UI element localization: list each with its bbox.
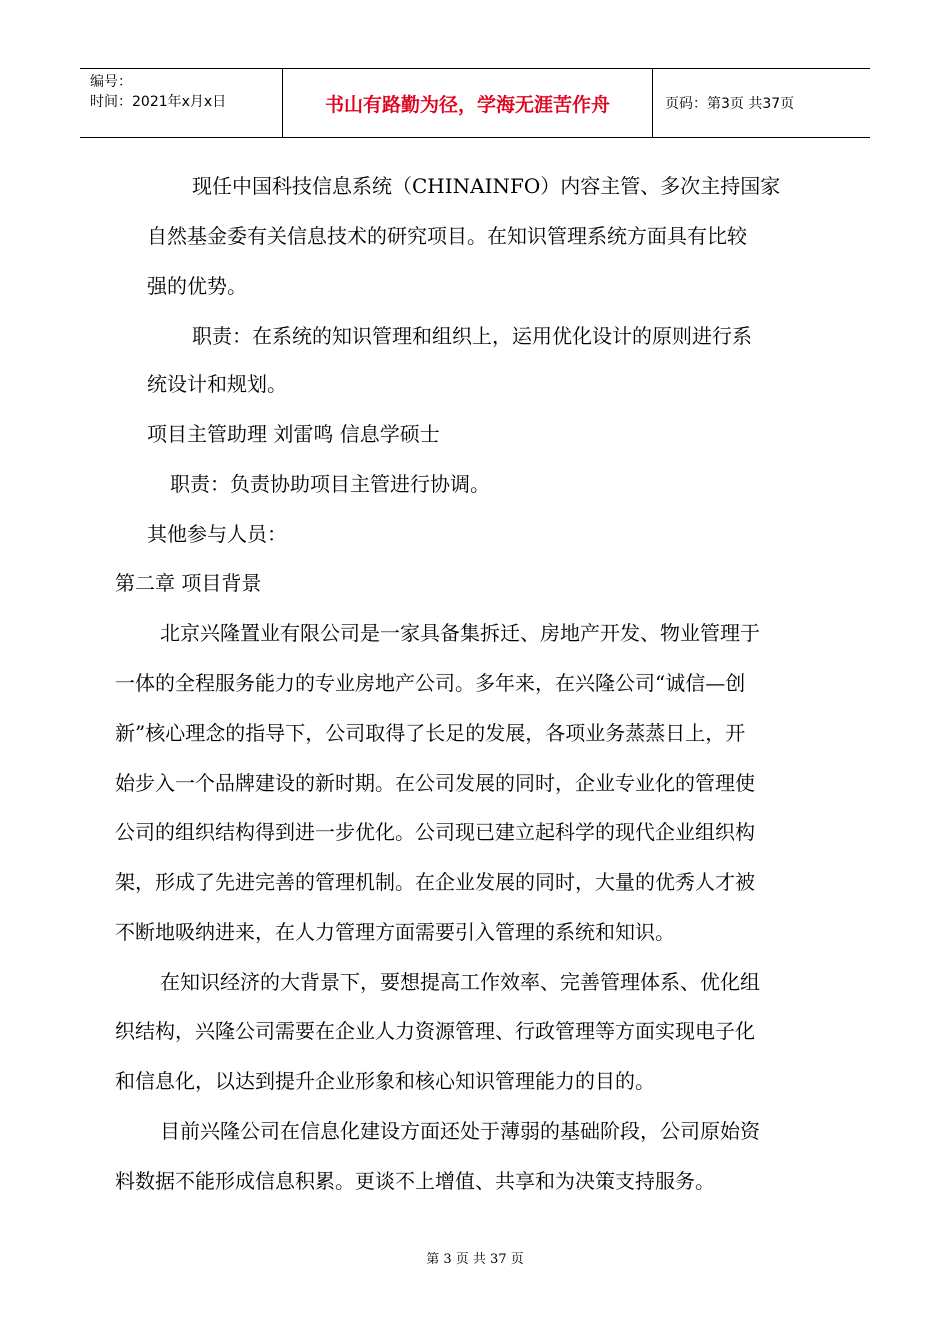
body-line: 一体的全程服务能力的专业房地产公司。多年来，在兴隆公司“诚信—创: [115, 671, 746, 695]
body-line: 料数据不能形成信息积累。更谈不上增值、共享和为决策支持服务。: [115, 1169, 715, 1193]
body-line: 职责：负责协助项目主管进行协调。: [170, 472, 490, 496]
body-line: 和信息化，以达到提升企业形象和核心知识管理能力的目的。: [115, 1069, 655, 1093]
header-meta: [80, 69, 283, 137]
section-heading: 第二章 项目背景: [115, 571, 262, 595]
body-line: 职责：在系统的知识管理和组织上，运用优化设计的原则进行系: [192, 324, 752, 348]
body-line: 在知识经济的大背景下，要想提高工作效率、完善管理体系、优化组: [160, 970, 760, 994]
header-motto: 书山有路勤为径，学海无涯苦作舟: [283, 69, 653, 137]
header-page-info: 页码：第3页 共37页: [665, 96, 795, 112]
body-line: 始步入一个品牌建设的新时期。在公司发展的同时，企业专业化的管理使: [115, 771, 755, 795]
body-line: 项目主管助理 刘雷鸣 信息学硕士: [147, 422, 440, 446]
body-line: 强的优势。: [147, 274, 247, 298]
body-line: 北京兴隆置业有限公司是一家具备集拆迁、房地产开发、物业管理于: [160, 621, 760, 645]
body-line: 新”核心理念的指导下，公司取得了长足的发展，各项业务蒸蒸日上，开: [115, 721, 746, 745]
page-footer: 第 3 页 共 37 页: [426, 1252, 524, 1267]
body-line: 其他参与人员：: [147, 522, 287, 546]
body-line: 现任中国科技信息系统（CHINAINFO）内容主管、多次主持国家: [192, 174, 781, 198]
document-number-label: 编号：: [90, 74, 132, 90]
body-line: 不断地吸纳进来，在人力管理方面需要引入管理的系统和知识。: [115, 920, 675, 944]
body-line: 自然基金委有关信息技术的研究项目。在知识管理系统方面具有比较: [147, 224, 747, 248]
body-line: 公司的组织结构得到进一步优化。公司现已建立起科学的现代企业组织构: [115, 820, 755, 844]
body-line: 架，形成了先进完善的管理机制。在企业发展的同时，大量的优秀人才被: [115, 870, 755, 894]
body-line: 目前兴隆公司在信息化建设方面还处于薄弱的基础阶段，公司原始资: [160, 1119, 760, 1143]
body-line: 统设计和规划。: [147, 372, 287, 396]
document-date: 时间：2021年x月x日: [90, 94, 227, 110]
page-header: [80, 68, 870, 138]
body-line: 织结构，兴隆公司需要在企业人力资源管理、行政管理等方面实现电子化: [115, 1019, 755, 1043]
